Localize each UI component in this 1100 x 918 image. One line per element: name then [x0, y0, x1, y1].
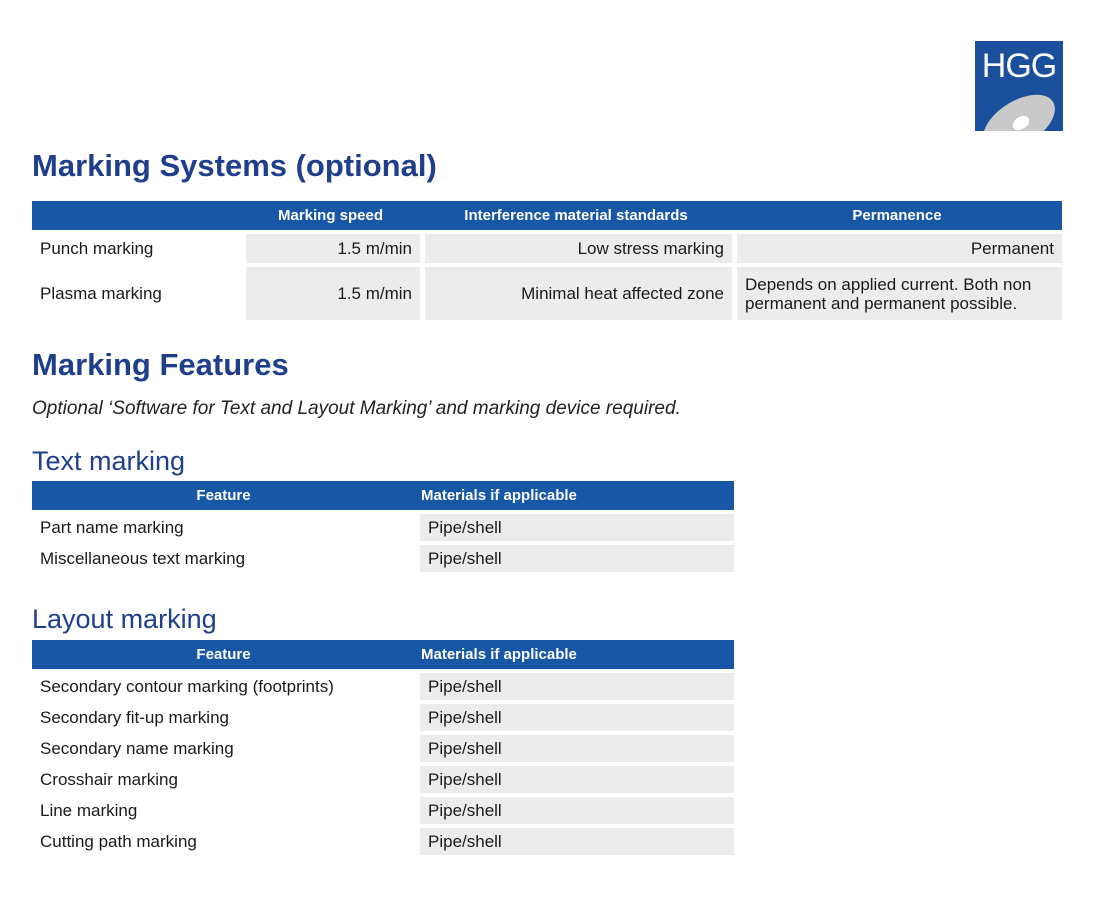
permanence: Permanent	[732, 230, 1062, 263]
table-row	[32, 230, 1062, 263]
marking-features-title: Marking Features	[32, 347, 289, 382]
table-row	[32, 762, 734, 793]
text-marking-title: Text marking	[32, 446, 186, 476]
hgg-logo	[975, 41, 1063, 131]
material: Pipe/shell	[415, 762, 734, 793]
marking-systems-table	[32, 201, 1062, 320]
permanence: Depends on applied current. Both non permanent and permanent possible.	[732, 263, 1062, 320]
table-header-row	[32, 201, 1062, 230]
table-row	[32, 824, 734, 855]
table-row	[32, 700, 734, 731]
header-feature: Feature	[32, 481, 415, 510]
table-row	[32, 669, 734, 700]
table-row	[32, 541, 734, 572]
header-speed: Marking speed	[241, 201, 420, 230]
material-standard: Minimal heat affected zone	[420, 263, 732, 320]
table-row	[32, 263, 1062, 320]
material: Pipe/shell	[415, 824, 734, 855]
marking-systems-title: Marking Systems (optional)	[32, 148, 437, 183]
layout-marking-table	[32, 640, 734, 855]
system-name: Punch marking	[32, 230, 241, 263]
table-header-row	[32, 481, 734, 510]
table-row	[32, 793, 734, 824]
feature-name: Secondary contour marking (footprints)	[32, 669, 415, 700]
material-standard: Low stress marking	[420, 230, 732, 263]
material: Pipe/shell	[415, 731, 734, 762]
feature-name: Cutting path marking	[32, 824, 415, 855]
table-header-row	[32, 640, 734, 669]
marking-features-subtitle: Optional ‘Software for Text and Layout Marking’ and marking device required.	[32, 398, 681, 419]
header-standards: Interference material standards	[420, 201, 732, 230]
material: Pipe/shell	[415, 510, 734, 541]
header-materials: Materials if applicable	[415, 481, 734, 510]
material: Pipe/shell	[415, 541, 734, 572]
marking-speed: 1.5 m/min	[241, 230, 420, 263]
feature-name: Line marking	[32, 793, 415, 824]
text-marking-table	[32, 481, 734, 572]
feature-name: Part name marking	[32, 510, 415, 541]
feature-name: Crosshair marking	[32, 762, 415, 793]
layout-marking-title: Layout marking	[32, 604, 217, 634]
feature-name: Secondary fit-up marking	[32, 700, 415, 731]
feature-name: Miscellaneous text marking	[32, 541, 415, 572]
system-name: Plasma marking	[32, 263, 241, 320]
table-row	[32, 510, 734, 541]
material: Pipe/shell	[415, 669, 734, 700]
material: Pipe/shell	[415, 700, 734, 731]
feature-name: Secondary name marking	[32, 731, 415, 762]
material: Pipe/shell	[415, 793, 734, 824]
marking-speed: 1.5 m/min	[241, 263, 420, 320]
table-row	[32, 731, 734, 762]
header-feature: Feature	[32, 640, 415, 669]
logo-text: HGG	[981, 47, 1057, 85]
header-permanence: Permanence	[732, 201, 1062, 230]
header-system	[32, 201, 241, 230]
header-materials: Materials if applicable	[415, 640, 734, 669]
